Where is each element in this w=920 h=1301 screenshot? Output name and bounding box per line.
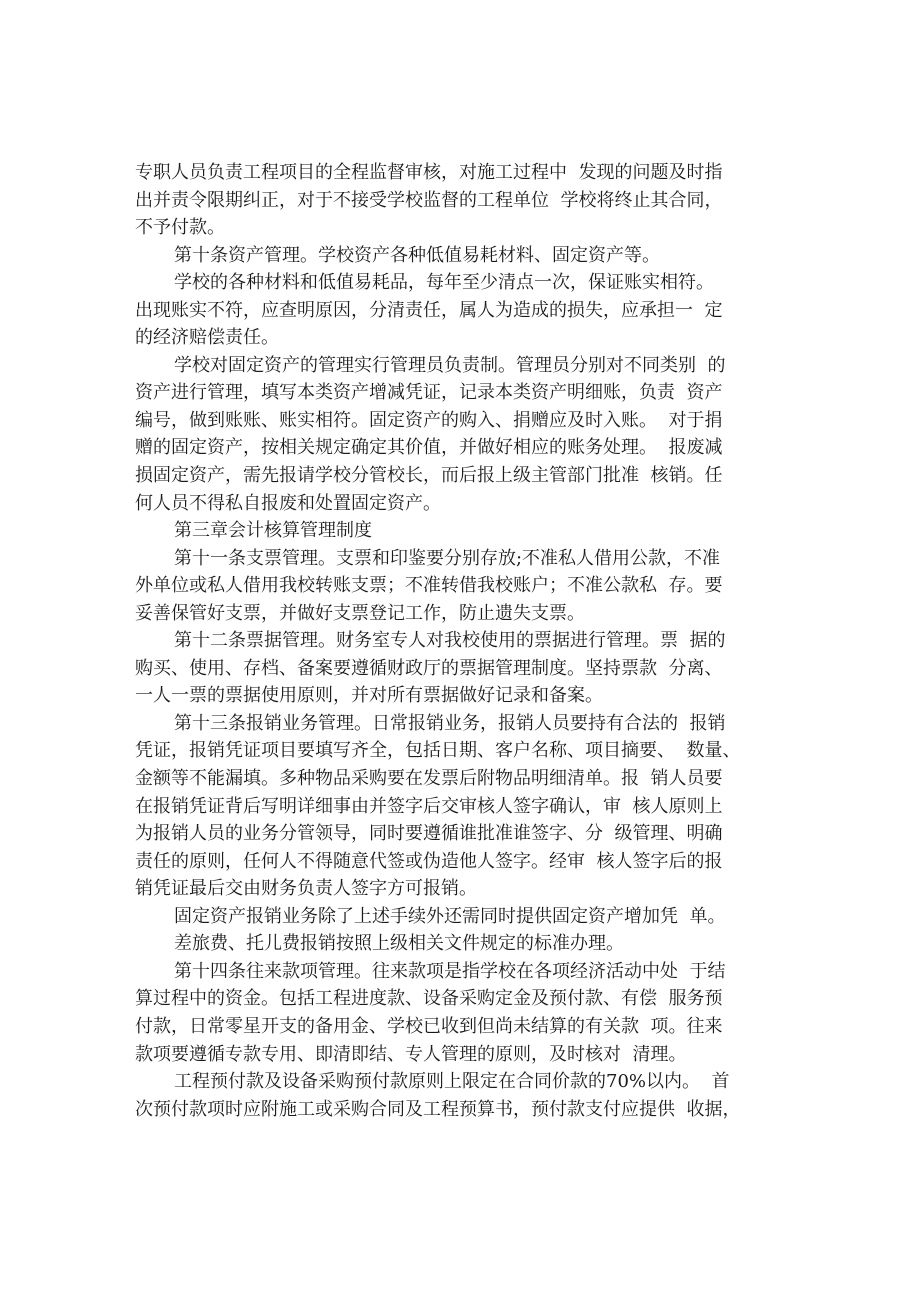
text-line: 资产进行管理，填写本类资产增减凭证，记录本类资产明细账，负责 资产 <box>135 382 723 404</box>
text-line: 算过程中的资金。包括工程进度款、设备采购定金及预付款、有偿 服务预 <box>135 988 723 1010</box>
text-line: 何人员不得私自报废和处置固定资产。 <box>135 492 441 514</box>
text-line: 金额等不能漏填。多种物品采购要在发票后附物品明细清单。报 销人员要 <box>135 768 723 790</box>
text-line: 妥善保管好支票，并做好支票登记工作，防止遗失支票。 <box>135 602 585 624</box>
text-line: 不予付款。 <box>135 217 225 239</box>
text-line: 为报销人员的业务分管领导，同时要遵循谁批准谁签字、分 级管理、明确 <box>135 823 723 845</box>
text-line: 责任的原则，任何人不得随意代签或伪造他人签字。经审 核人签字后的报 <box>135 850 723 872</box>
text-line: 购买、使用、存档、备案要遵循财政厅的票据管理制度。坚持票款 分离、 <box>135 657 723 679</box>
article-heading: 第十条资产管理。学校资产各种低值易耗材料、固定资产等。 <box>174 244 660 266</box>
text-line: 损固定资产，需先报请学校分管校长，而后报上级主管部门批准 核销。任 <box>135 465 723 487</box>
text-line: 编号，做到账账、账实相符。固定资产的购入、捐赠应及时入账。 对于捐 <box>135 409 723 431</box>
article-heading: 第十三条报销业务管理。日常报销业务，报销人员要持有合法的 报销 <box>174 712 726 734</box>
text-line: 付款，日常零星开支的备用金、学校已收到但尚未结算的有关款 项。往来 <box>135 1015 723 1037</box>
text-line: 学校的各种材料和低值易耗品，每年至少清点一次，保证账实相符。 <box>174 272 714 294</box>
text-line: 差旅费、托儿费报销按照上级相关文件规定的标准办理。 <box>174 933 624 955</box>
text-line: 外单位或私人借用我校转账支票；不准转借我校账户；不准公款私 存。要 <box>135 575 723 597</box>
text-line: 工程预付款及设备采购预付款原则上限定在合同价款的70%以内。 首 <box>174 1071 730 1093</box>
text-line: 在报销凭证背后写明详细事由并签字后交审核人签字确认，审 核人原则上 <box>135 795 723 817</box>
article-heading: 第十二条票据管理。财务室专人对我校使用的票据进行管理。票 据的 <box>174 630 726 652</box>
text-line: 凭证，报销凭证项目要填写齐全，包括日期、客户名称、项目摘要、 数量、 <box>135 740 741 762</box>
article-heading: 第十四条往来款项管理。往来款项是指学校在各项经济活动中处 于结 <box>174 960 726 982</box>
text-line: 次预付款项时应附施工或采购合同及工程预算书，预付款支付应提供 收据， <box>135 1098 741 1120</box>
text-line: 款项要遵循专款专用、即清即结、专人管理的原则，及时核对 清理。 <box>135 1043 687 1065</box>
text-line: 销凭证最后交由财务负责人签字方可报销。 <box>135 878 477 900</box>
text-line: 出并责令限期纠正，对于不接受学校监督的工程单位 学校将终止其合同， <box>135 189 723 211</box>
text-line: 一人一票的票据使用原则，并对所有票据做好记录和备案。 <box>135 685 603 707</box>
document-body <box>135 159 790 1123</box>
text-line: 出现账实不符，应查明原因，分清责任，属人为造成的损失，应承担一 定 <box>135 299 723 321</box>
text-line: 固定资产报销业务除了上述手续外还需同时提供固定资产增加凭 单。 <box>174 905 726 927</box>
text-line: 专职人员负责工程项目的全程监督审核，对施工过程中 发现的问题及时指 <box>135 162 723 183</box>
text-line: 学校对固定资产的管理实行管理员负责制。管理员分别对不同类别 的 <box>174 354 726 376</box>
text-line: 的经济赔偿责任。 <box>135 327 279 349</box>
text-line: 赠的固定资产，按相关规定确定其价值，并做好相应的账务处理。 报废减 <box>135 437 723 459</box>
article-heading: 第十一条支票管理。支票和印鉴要分别存放;不准私人借用公款，不准 <box>174 547 721 569</box>
chapter-heading: 第三章会计核算管理制度 <box>174 520 372 542</box>
